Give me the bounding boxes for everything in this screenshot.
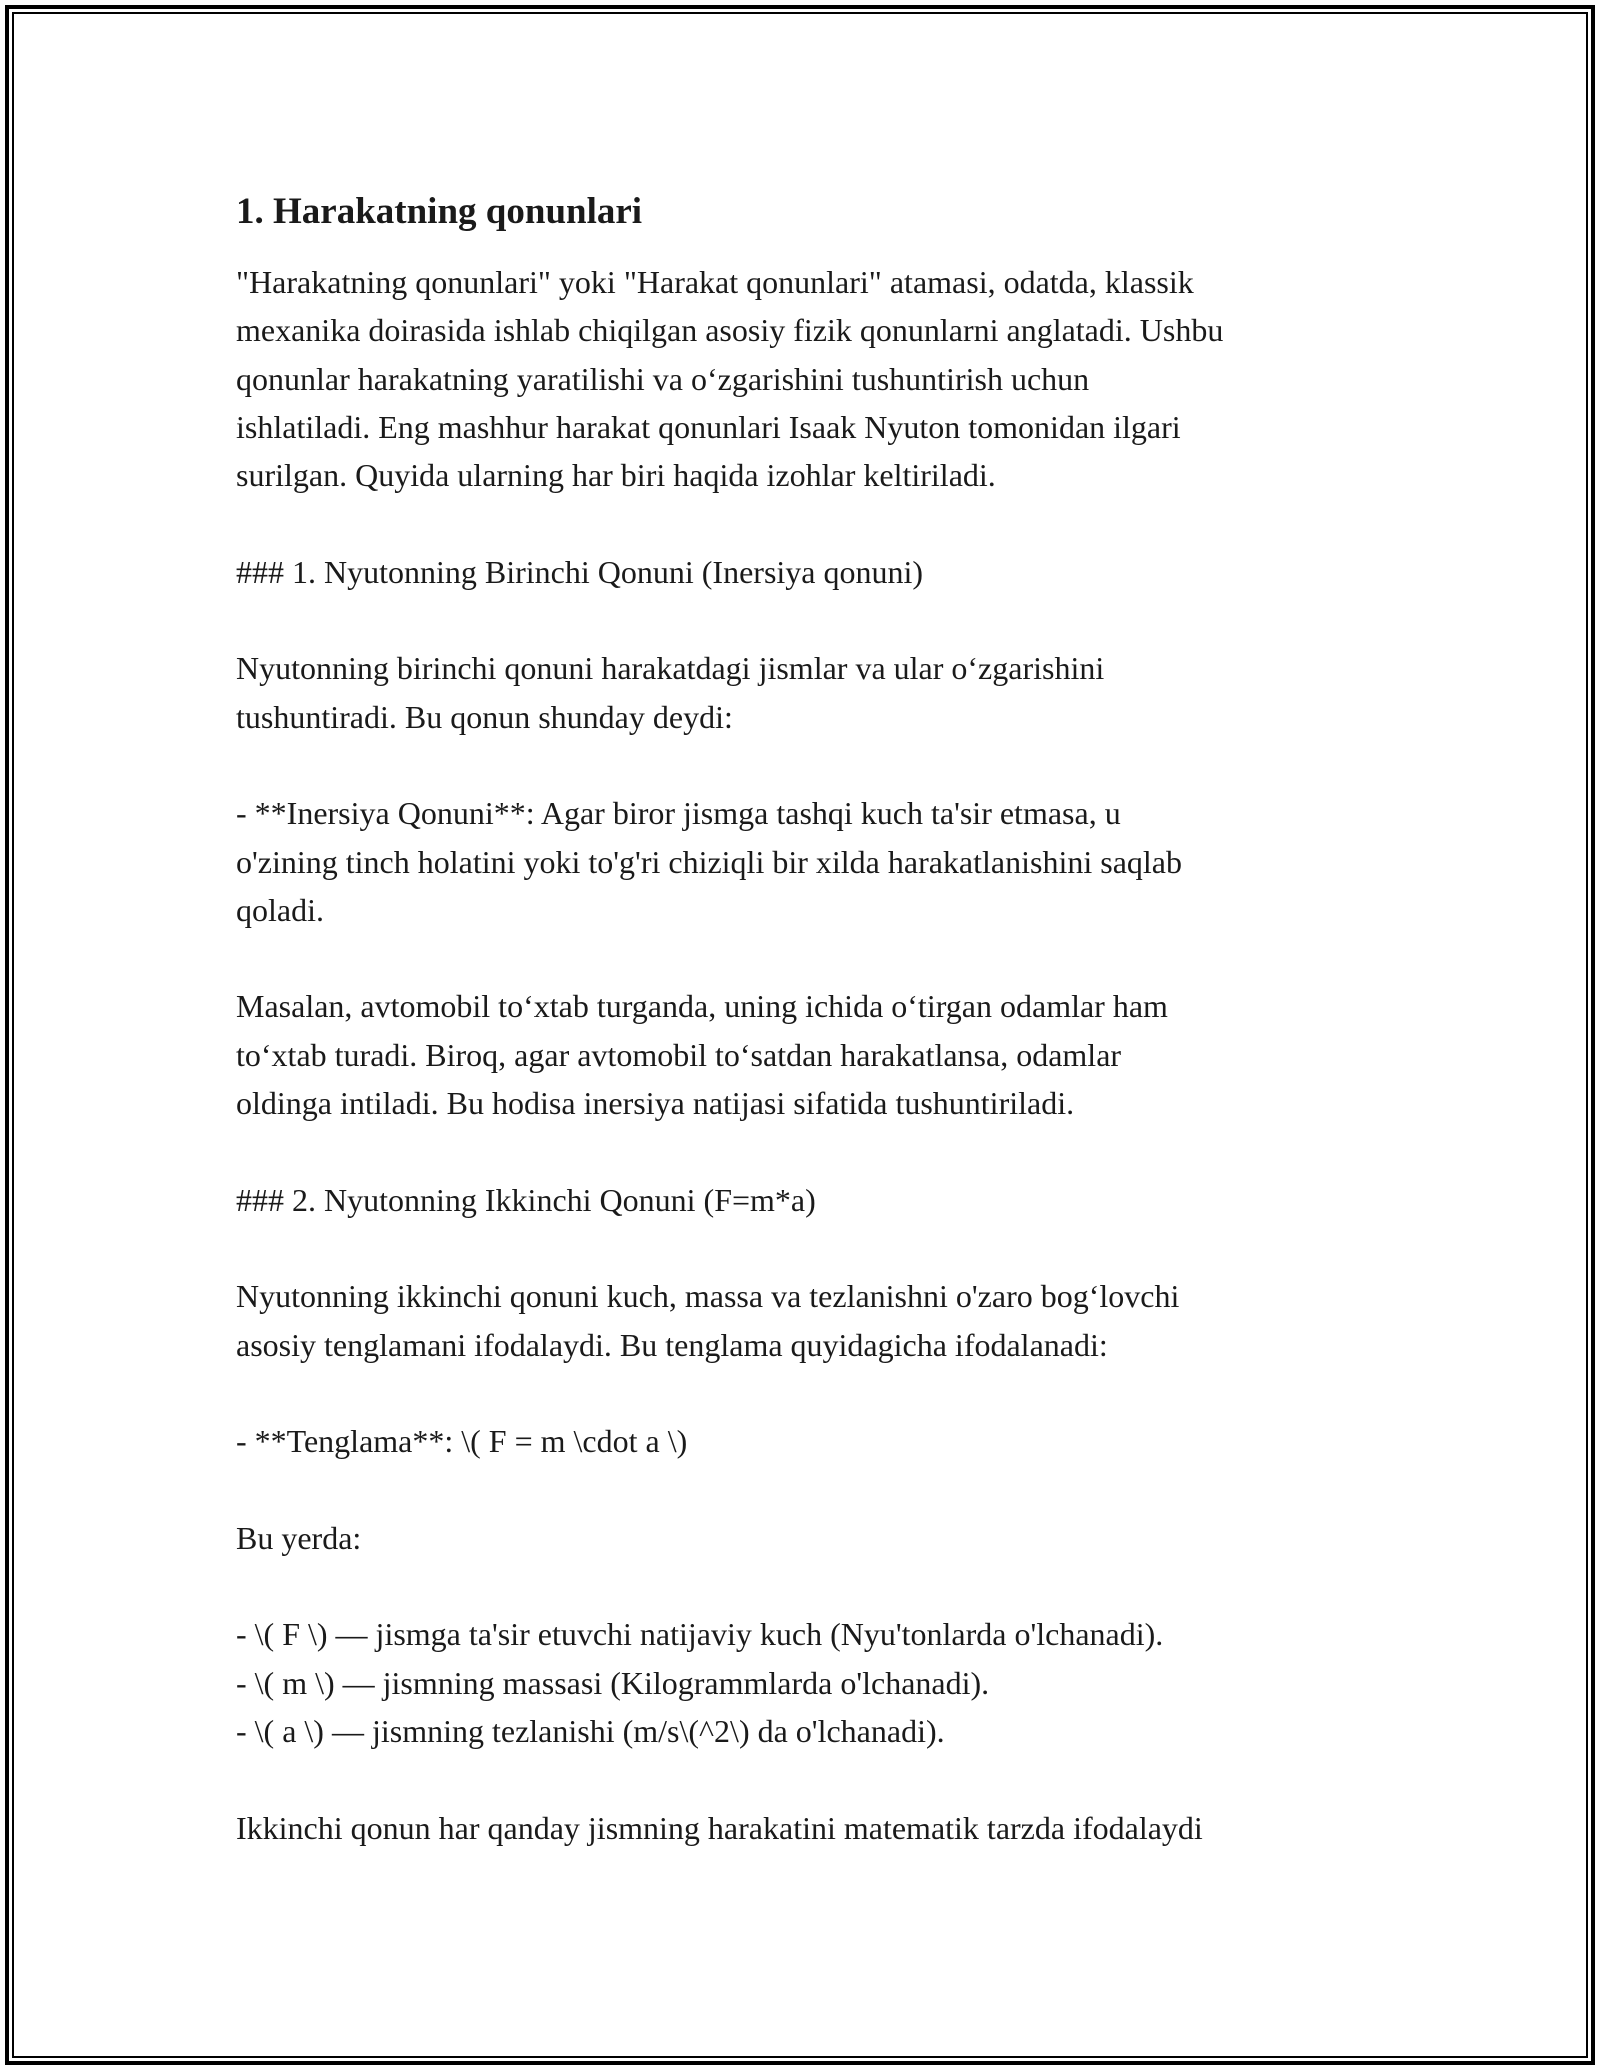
example-paragraph <box>236 982 1376 1127</box>
first-law-intro-paragraph <box>236 644 1376 741</box>
text-line: Nyutonning ikkinchi qonuni kuch, massa va tezlanishni o'zaro bog‘lovchi <box>236 1278 1180 1315</box>
list-item: - \( F \) — jismga ta'sir etuvchi natijaviy kuch (Nyu'tonlarda o'lchanadi). <box>236 1616 1164 1653</box>
section-heading-first-law <box>236 548 1376 596</box>
list-item: - \( a \) — jismning tezlanishi (m/s\(^2\) da o'lchanadi). <box>236 1712 945 1749</box>
text-line: qoladi. <box>236 891 324 928</box>
second-law-intro-paragraph <box>236 1272 1376 1369</box>
text-line: - **Inersiya Qonuni**: Agar biror jismga tashqi kuch ta'sir etmasa, u <box>236 795 1121 832</box>
list-item: - \( m \) — jismning massasi (Kilogrammlarda o'lchanadi). <box>236 1664 990 1701</box>
intro-paragraph <box>236 258 1376 499</box>
text-line: Nyutonning birinchi qonuni harakatdagi jismlar va ular o‘zgarishini <box>236 650 1105 687</box>
document-title: 1. Harakatning qonunlari <box>236 191 643 232</box>
text-line: oldinga intiladi. Bu hodisa inersiya natijasi sifatida tushuntiriladi. <box>236 1085 1075 1122</box>
section-heading-second-law <box>236 1176 1376 1224</box>
variable-definitions-list <box>236 1610 1376 1755</box>
where-label <box>236 1514 1376 1562</box>
text-line: qonunlar harakatning yaratilishi va o‘zgarishini tushuntirish uchun <box>236 360 1090 397</box>
inertia-law-item <box>236 789 1376 934</box>
text-line: Masalan, avtomobil to‘xtab turganda, uning ichida o‘tirgan odamlar ham <box>236 988 1168 1025</box>
text-line: ishlatiladi. Eng mashhur harakat qonunlari Isaak Nyuton tomonidan ilgari <box>236 408 1181 445</box>
text-line: tushuntiradi. Bu qonun shunday deydi: <box>236 698 733 735</box>
equation-item <box>236 1417 1376 1465</box>
text-line: to‘xtab turadi. Biroq, agar avtomobil to‘satdan harakatlansa, odamlar <box>236 1036 1122 1073</box>
text-line: surilgan. Quyida ularning har biri haqida izohlar keltiriladi. <box>236 457 996 494</box>
text-line: ### 2. Nyutonning Ikkinchi Qonuni (F=m*a) <box>236 1181 816 1218</box>
text-line: Ikkinchi qonun har qanday jismning harakatini matematik tarzda ifodalaydi <box>236 1809 1203 1846</box>
text-line: Bu yerda: <box>236 1519 362 1556</box>
text-line: - **Tenglama**: \( F = m \cdot a \) <box>236 1423 688 1460</box>
text-line: ### 1. Nyutonning Birinchi Qonuni (Inersiya qonuni) <box>236 553 924 590</box>
document-body <box>236 180 1376 1900</box>
closing-paragraph <box>236 1804 1376 1852</box>
text-line: mexanika doirasida ishlab chiqilgan asosiy fizik qonunlarni anglatadi. Ushbu <box>236 312 1224 349</box>
text-line: "Harakatning qonunlari" yoki "Harakat qonunlari" atamasi, odatda, klassik <box>236 264 1194 300</box>
text-line: o'zining tinch holatini yoki to'g'ri chiziqli bir xilda harakatlanishini saqlab <box>236 843 1182 880</box>
text-line: asosiy tenglamani ifodalaydi. Bu tenglama quyidagicha ifodalanadi: <box>236 1326 1108 1363</box>
